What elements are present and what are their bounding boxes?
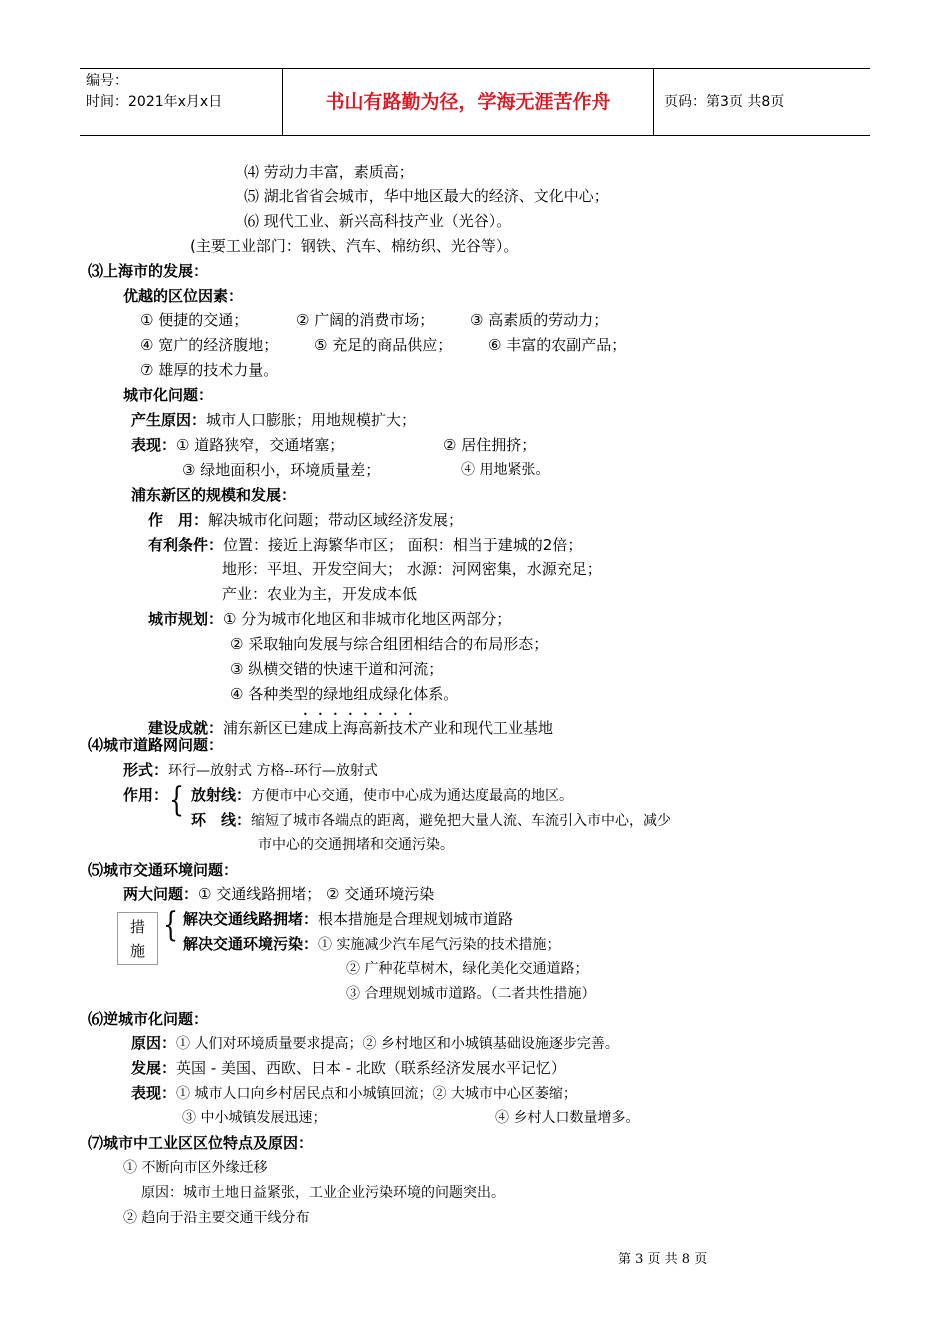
page-footer: 第 3 页 共 8 页 <box>618 1252 708 1267</box>
list-item: ④ 各种类型的绿地组成绿化体系。 <box>230 685 459 703</box>
list-item: ⑹ 现代工业、新兴高科技产业（光谷）。 <box>244 212 512 230</box>
emphasized-text: 建成上海高新技术 <box>298 719 419 737</box>
text-line: 地形：平坦、开发空间大； 水源：河网密集，水源充足； <box>222 560 602 578</box>
list-item: ③ 合理规划城市道路。（二者共性措施） <box>346 986 596 1002</box>
list-item: ③ 高素质的劳动力； <box>470 311 609 329</box>
value: ① 城市人口向乡村居民点和小城镇回流；② 大城市中心区萎缩； <box>176 1086 577 1102</box>
label: 产生原因： <box>131 411 207 429</box>
text-line: 市中心的交通拥堵和交通污染。 <box>258 837 454 853</box>
text-line <box>148 510 463 530</box>
brace-symbol: { <box>163 905 179 945</box>
subheading: 优越的区位因素： <box>123 287 244 305</box>
label: 建设成就： <box>148 719 224 737</box>
label: 有利条件： <box>148 536 224 554</box>
value: 英国 - 美国、西欧、日本 - 北欧（联系经济发展水平记忆） <box>176 1059 566 1077</box>
label: 原因： <box>131 1034 177 1052</box>
list-item: ③ 中小城镇发展迅速； <box>182 1110 327 1126</box>
text-line <box>148 535 582 555</box>
header-meta <box>80 69 283 135</box>
list-item: ⑷ 劳动力丰富，素质高； <box>244 163 414 181</box>
list-item: ③ 绿地面积小，环境质量差； <box>182 461 381 479</box>
value: 解决城市化问题；带动区域经济发展； <box>208 511 464 529</box>
list-item: ④ 宽广的经济腹地； <box>140 336 279 354</box>
list-item: ② 广种花草树木，绿化美化交通道路； <box>346 961 589 977</box>
header-page-info: 页码：第3页 共8页 <box>664 94 785 110</box>
text-line <box>123 760 378 781</box>
text-line <box>131 1058 566 1078</box>
label: 两大问题： <box>123 885 199 903</box>
value: 缩短了城市各端点的距离，避免把大量人流、车流引入市中心，减少 <box>251 813 672 829</box>
list-item: ⑤ 充足的商品供应； <box>314 336 453 354</box>
value: ① 交通线路拥堵； ② 交通环境污染 <box>198 885 435 903</box>
text-line <box>131 1083 577 1104</box>
text-line: 原因：城市土地日益紧张，工业企业污染环境的问题突出。 <box>141 1185 505 1201</box>
text-line <box>131 435 344 455</box>
text-line <box>183 934 560 955</box>
label: 放射线： <box>191 786 252 804</box>
list-item: ② 居住拥挤； <box>443 436 537 454</box>
list-item: ⑦ 雄厚的技术力量。 <box>140 361 279 379</box>
label: 解决交通环境污染： <box>183 935 319 953</box>
box-char: 措 <box>129 918 145 936</box>
value: ① 道路狭窄，交通堵塞； <box>176 436 345 454</box>
list-item: ② 趋向于沿主要交通干线分布 <box>123 1210 310 1226</box>
list-item: ④ 乡村人口数量增多。 <box>495 1110 640 1126</box>
list-item: ① 不断向市区外缘迁移 <box>123 1160 268 1176</box>
brace-symbol: { <box>169 780 185 820</box>
value: 产业和现代工业基地 <box>418 719 554 737</box>
text-line <box>148 710 553 738</box>
text-line <box>123 884 434 904</box>
industry-note: (主要工业部门：钢铁、汽车、棉纺织、光谷等）。 <box>190 237 519 255</box>
label: 作 用： <box>148 511 209 529</box>
section-heading: ⑷城市道路网问题： <box>88 736 224 754</box>
subheading: 浦东新区的规模和发展： <box>131 486 297 504</box>
code-label: 编号： <box>86 73 128 89</box>
value: ① 人们对环境质量要求提高；② 乡村地区和小城镇基础设施逐步完善。 <box>176 1036 619 1052</box>
measures-box <box>117 912 158 965</box>
list-item: ① 便捷的交通； <box>140 311 249 329</box>
text-line <box>183 909 513 929</box>
header-motto: 书山有路勤为径，学海无涯苦作舟 <box>283 69 654 135</box>
text-line: 产业：农业为主，开发成本低 <box>222 585 418 603</box>
value: 城市人口膨胀；用地规模扩大； <box>206 411 417 429</box>
value: 环行—放射式 方格--环行—放射式 <box>168 763 378 779</box>
section-heading: ⑹逆城市化问题： <box>88 1010 209 1028</box>
value: 位置：接近上海繁华市区； 面积：相当于建城的2倍； <box>223 536 583 554</box>
section-heading: ⑸城市交通环境问题： <box>88 861 239 879</box>
label: 形式： <box>123 761 169 779</box>
text-line <box>131 1033 619 1054</box>
section-heading: ⑺城市中工业区区位特点及原因： <box>88 1134 314 1152</box>
time-label: 时间：2021年x月x日 <box>86 94 223 110</box>
subheading: 城市化问题： <box>123 386 214 404</box>
label: 作用： <box>123 786 169 804</box>
text-line <box>191 785 573 806</box>
list-item: ③ 纵横交错的快速干道和河流； <box>230 660 444 678</box>
label: 发展： <box>131 1059 177 1077</box>
value: ① 分为城市化地区和非城市化地区两部分； <box>223 610 512 628</box>
section-heading: ⑶上海市的发展： <box>88 262 209 280</box>
value: 方便市中心交通，使市中心成为通达度最高的地区。 <box>251 788 574 804</box>
list-item: ② 采取轴向发展与综合组团相结合的布局形态； <box>230 635 549 653</box>
label: 表现： <box>131 1084 177 1102</box>
text-line <box>148 609 511 629</box>
text-line <box>191 810 671 831</box>
list-item: ⑥ 丰富的农副产品； <box>488 336 627 354</box>
list-item: ② 广阔的消费市场； <box>296 311 435 329</box>
label: 表现： <box>131 436 177 454</box>
list-item: ⑸ 湖北省省会城市，华中地区最大的经济、文化中心； <box>244 187 609 205</box>
value: ① 实施减少汽车尾气污染的技术措施； <box>318 937 561 953</box>
box-char: 施 <box>129 942 145 960</box>
label: 城市规划： <box>148 610 224 628</box>
value: 浦东新区已 <box>223 719 299 737</box>
text-line <box>131 410 416 430</box>
label: 环 线： <box>191 811 252 829</box>
page-header <box>80 68 870 136</box>
value: 根本措施是合理规划城市道路 <box>318 910 514 928</box>
list-item: ④ 用地紧张。 <box>461 462 550 478</box>
label: 解决交通线路拥堵： <box>183 910 319 928</box>
